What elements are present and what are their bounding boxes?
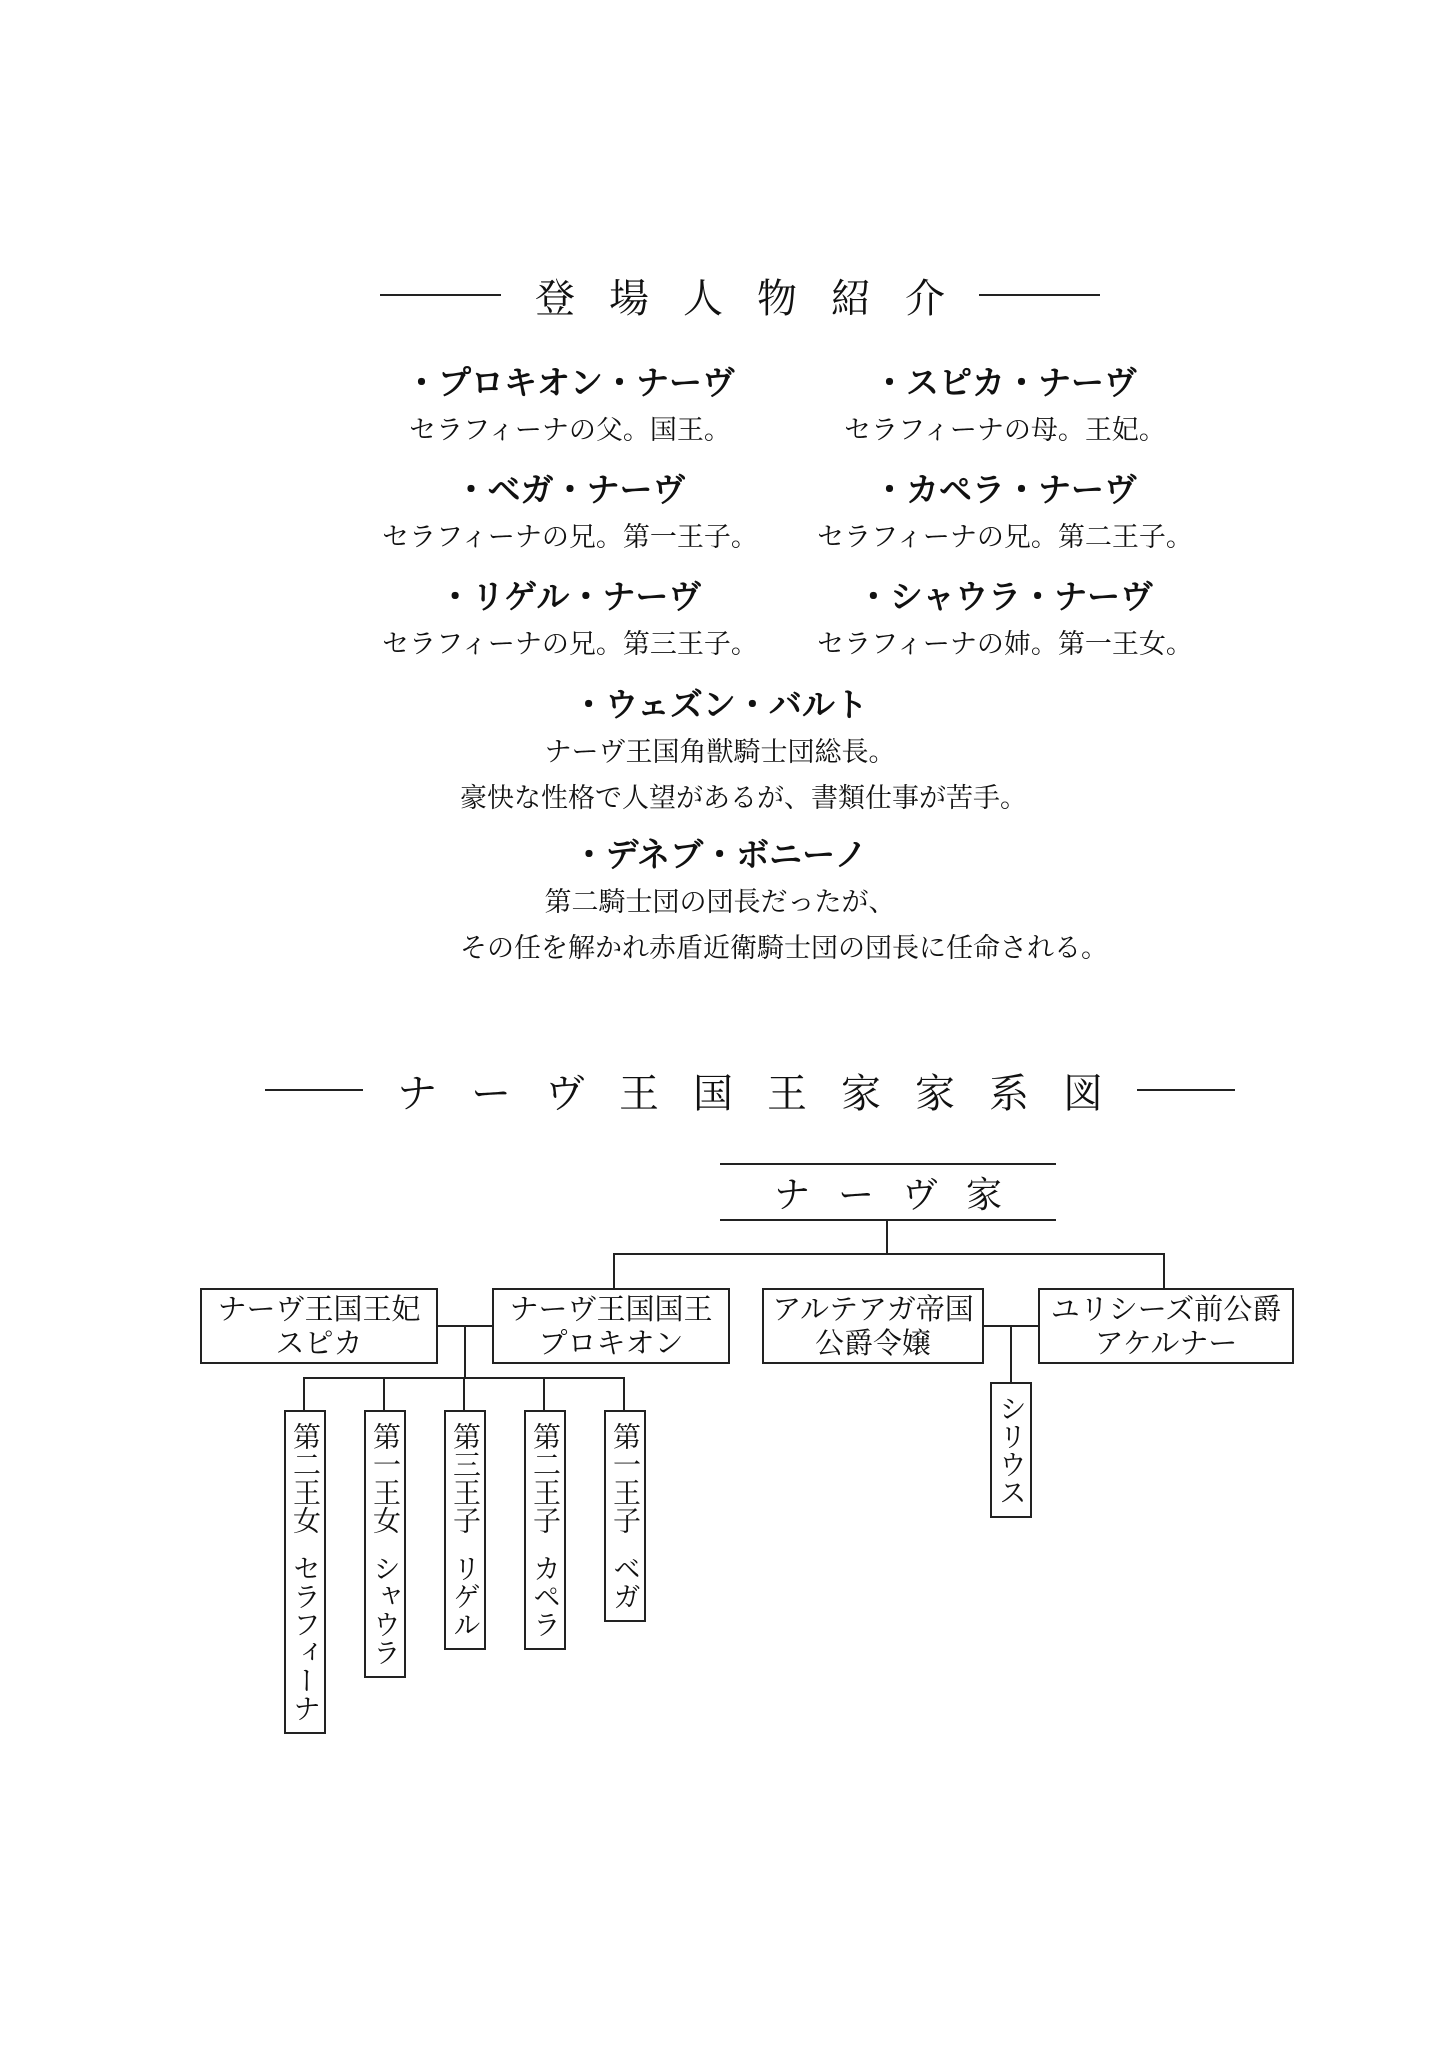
box-line2: アケルナー — [1094, 1326, 1238, 1360]
child-name: セラフィーナ — [289, 1554, 322, 1722]
child-rigel — [444, 1410, 486, 1650]
character-name: ・カペラ・ナーヴ — [873, 470, 1137, 509]
intro-heading-text: 登場人物紹介 — [535, 275, 979, 322]
box-line1: アルテアガ帝国 — [772, 1292, 974, 1326]
house-branch-line — [613, 1253, 1165, 1255]
character-name: ・プロキオン・ナーヴ — [405, 363, 735, 402]
character-name: ・ウェズン・バルト — [572, 685, 868, 724]
duke-descent-line — [1010, 1326, 1012, 1382]
child-name: ベガ — [609, 1554, 642, 1610]
box-line1: ナーヴ王国国王 — [509, 1292, 713, 1326]
child-title: 第二王女 — [289, 1422, 322, 1534]
child-capella — [524, 1410, 566, 1650]
character-desc: セラフィーナの姉。第一王女。 — [817, 629, 1193, 660]
box-line1: ナーヴ王国王妃 — [217, 1292, 421, 1326]
child-title: 第二王子 — [529, 1422, 562, 1534]
character-desc: 豪快な性格で人望があるが、書類仕事が苦手。 — [460, 783, 1027, 814]
parent-king — [492, 1288, 730, 1364]
character-shaula — [745, 572, 1265, 668]
character-name: ・ベガ・ナーヴ — [454, 470, 686, 509]
heading-rule-left — [380, 294, 501, 296]
child-name: カペラ — [529, 1554, 562, 1638]
branch-to-duke — [1163, 1253, 1165, 1290]
character-spica — [745, 358, 1265, 454]
family-tree-heading — [265, 1060, 1235, 1120]
character-desc: その任を解かれ赤盾近衛騎士団の団長に任命される。 — [460, 933, 1108, 964]
heading-rule-left — [265, 1089, 363, 1091]
box-line2: 公爵令嬢 — [814, 1326, 931, 1360]
character-name: ・リゲル・ナーヴ — [438, 577, 702, 616]
child-name: シャウラ — [369, 1554, 402, 1666]
character-desc: 第二騎士団の団長だったが、 — [544, 887, 896, 918]
house-bottom-rule — [720, 1219, 1056, 1221]
child-title: 第一王子 — [609, 1422, 642, 1534]
box-line2: プロキオン — [538, 1326, 684, 1360]
intro-heading — [380, 265, 1100, 325]
character-name: ・スピカ・ナーヴ — [873, 363, 1137, 402]
child-title: 第一王女 — [369, 1422, 402, 1534]
child-shaula — [364, 1410, 406, 1678]
child-drop-line — [383, 1378, 385, 1410]
branch-to-king — [613, 1253, 615, 1290]
child-drop-line — [623, 1378, 625, 1410]
child-name: リゲル — [449, 1554, 482, 1638]
character-desc: セラフィーナの兄。第三王子。 — [382, 629, 758, 660]
child-drop-line — [303, 1378, 305, 1410]
character-desc: セラフィーナの兄。第二王子。 — [817, 522, 1193, 553]
child-title: 第三王子 — [449, 1422, 482, 1534]
family-tree-heading-text: ナーヴ王国王家家系図 — [397, 1070, 1137, 1117]
character-wezen — [460, 680, 1027, 822]
box-line2: スピカ — [275, 1326, 363, 1360]
parent-queen — [200, 1288, 438, 1364]
character-deneb — [460, 830, 1108, 972]
house-name: ナーヴ家 — [773, 1174, 1030, 1216]
child-drop-line — [463, 1378, 465, 1410]
heading-rule-right — [979, 294, 1100, 296]
character-capella — [745, 465, 1265, 561]
character-name: ・シャウラ・ナーヴ — [856, 577, 1154, 616]
box-line1: ユリシーズ前公爵 — [1050, 1292, 1282, 1326]
child-sirius — [990, 1382, 1032, 1518]
character-name: ・デネブ・ボニーノ — [572, 835, 868, 874]
parent-former-duke — [1038, 1288, 1294, 1364]
heading-rule-right — [1137, 1089, 1235, 1091]
parent-duchess — [762, 1288, 984, 1364]
house-drop-line — [886, 1221, 888, 1254]
character-desc: ナーヴ王国角獣騎士団総長。 — [544, 737, 896, 768]
child-seraphina — [284, 1410, 326, 1734]
child-drop-line — [543, 1378, 545, 1410]
child-vega — [604, 1410, 646, 1622]
character-desc: セラフィーナの兄。第一王子。 — [382, 522, 758, 553]
character-desc: セラフィーナの母。王妃。 — [844, 415, 1166, 446]
child-name: シリウス — [995, 1394, 1028, 1506]
character-desc: セラフィーナの父。国王。 — [409, 415, 731, 446]
royal-descent-line — [464, 1326, 466, 1378]
